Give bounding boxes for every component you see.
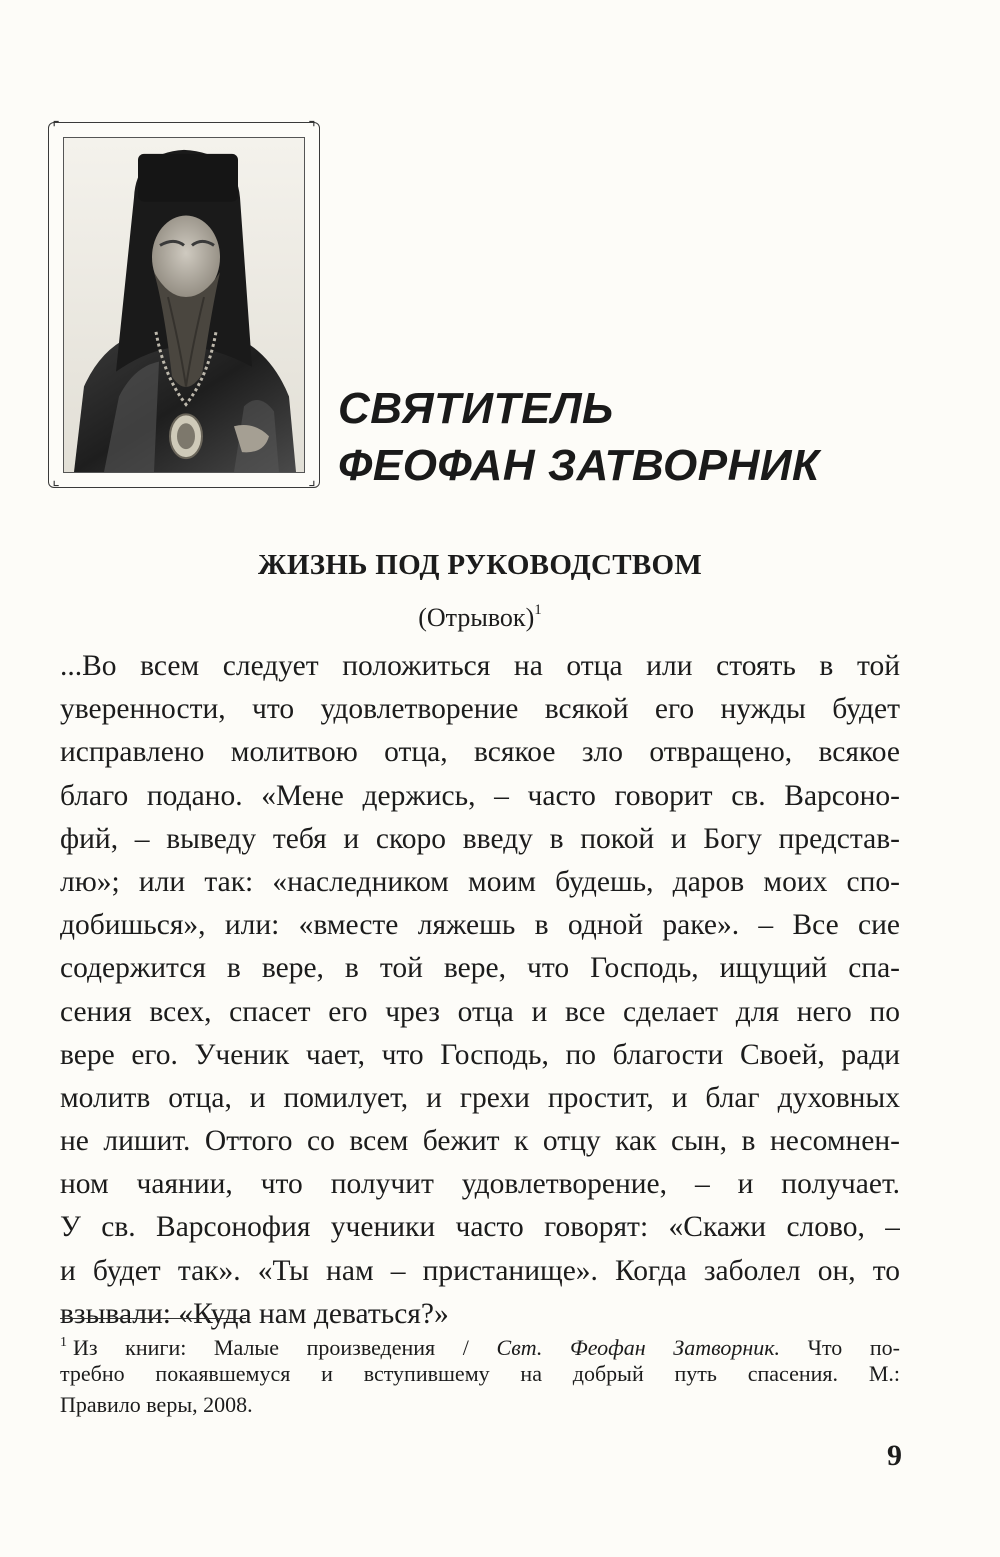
chapter-title [338,380,958,494]
body-text [60,645,900,1336]
body-line: уверенности, что удовлетворение всякой его нужды будет [60,693,900,726]
footnote-text: Что по- [780,1335,900,1360]
page-number: 9 [887,1439,902,1472]
frame-corner-ornament: ⌞ [52,472,60,489]
footnote-line: Правило веры, 2008. [60,1392,253,1417]
body-line: У св. Варсонофия ученики часто говорят: «Скажи слово, – [60,1211,900,1244]
body-line: ...Во всем следует положиться на отца или стоять в той [60,650,900,682]
body-line: благо подано. «Мене держись, – часто говорит св. Варсоно- [60,779,900,812]
body-line: добишься», или: «вместе ляжешь в одной раке». – Все сие [60,909,900,942]
monk-portrait-illustration [64,138,304,472]
footnote-mark: 1 [60,1335,67,1350]
frame-corner-ornament: ⌝ [308,120,316,137]
body-line: лю»; или так: «наследником моим будешь, даров моих спо- [60,865,900,898]
section-heading: ЖИЗНЬ ПОД РУКОВОДСТВОМ [257,549,703,581]
footnote [60,1327,900,1420]
body-line: не лишит. Оттого со всем бежит к отцу как сын, в несомнен- [60,1125,900,1158]
chapter-title-line: СВЯТИТЕЛЬ [338,384,614,433]
body-line: содержится в вере, в той вере, что Господь, ищущий спа- [60,952,900,985]
section-subheading [60,592,900,636]
footnote-author: Свт. Феофан Затворник. [496,1335,781,1360]
body-line: фий, – выведу тебя и скоро введу в покой и Богу представ- [60,822,900,855]
chapter-title-line: ФЕОФАН ЗАТВОРНИК [338,441,820,490]
body-line: молитв отца, и помилует, и грехи простит, и благ духовных [60,1081,900,1114]
frame-corner-ornament: ⌟ [308,472,316,489]
body-line: ном чаянии, что получит удовлетворение, – и получает. [60,1168,900,1201]
body-line: исправлено молитвою отца, всякое зло отвращено, всякое [60,736,900,769]
body-line: сения всех, спасет его чрез отца и все сделает для него по [60,995,900,1028]
portrait-image [63,137,305,473]
body-line: вере его. Ученик чает, что Господь, по благости Своей, ради [60,1038,900,1071]
footnote-divider [60,1318,246,1319]
frame-corner-ornament: ⌜ [52,120,60,137]
footnote-reference: 1 [534,602,542,618]
subheading-text: (Отрывок) [418,603,535,632]
footnote-text: Из книги: Малые произведения / [73,1335,497,1360]
portrait-frame [48,122,320,488]
footnote-line [60,1327,900,1358]
body-line: и будет так». «Ты нам – пристанище». Когда заболел он, то [60,1254,900,1287]
body-line: взывали: «Куда нам деваться?» [60,1297,449,1330]
footnote-line: требно покаявшемуся и вступившему на добрый путь спасения. М.: [60,1361,900,1386]
